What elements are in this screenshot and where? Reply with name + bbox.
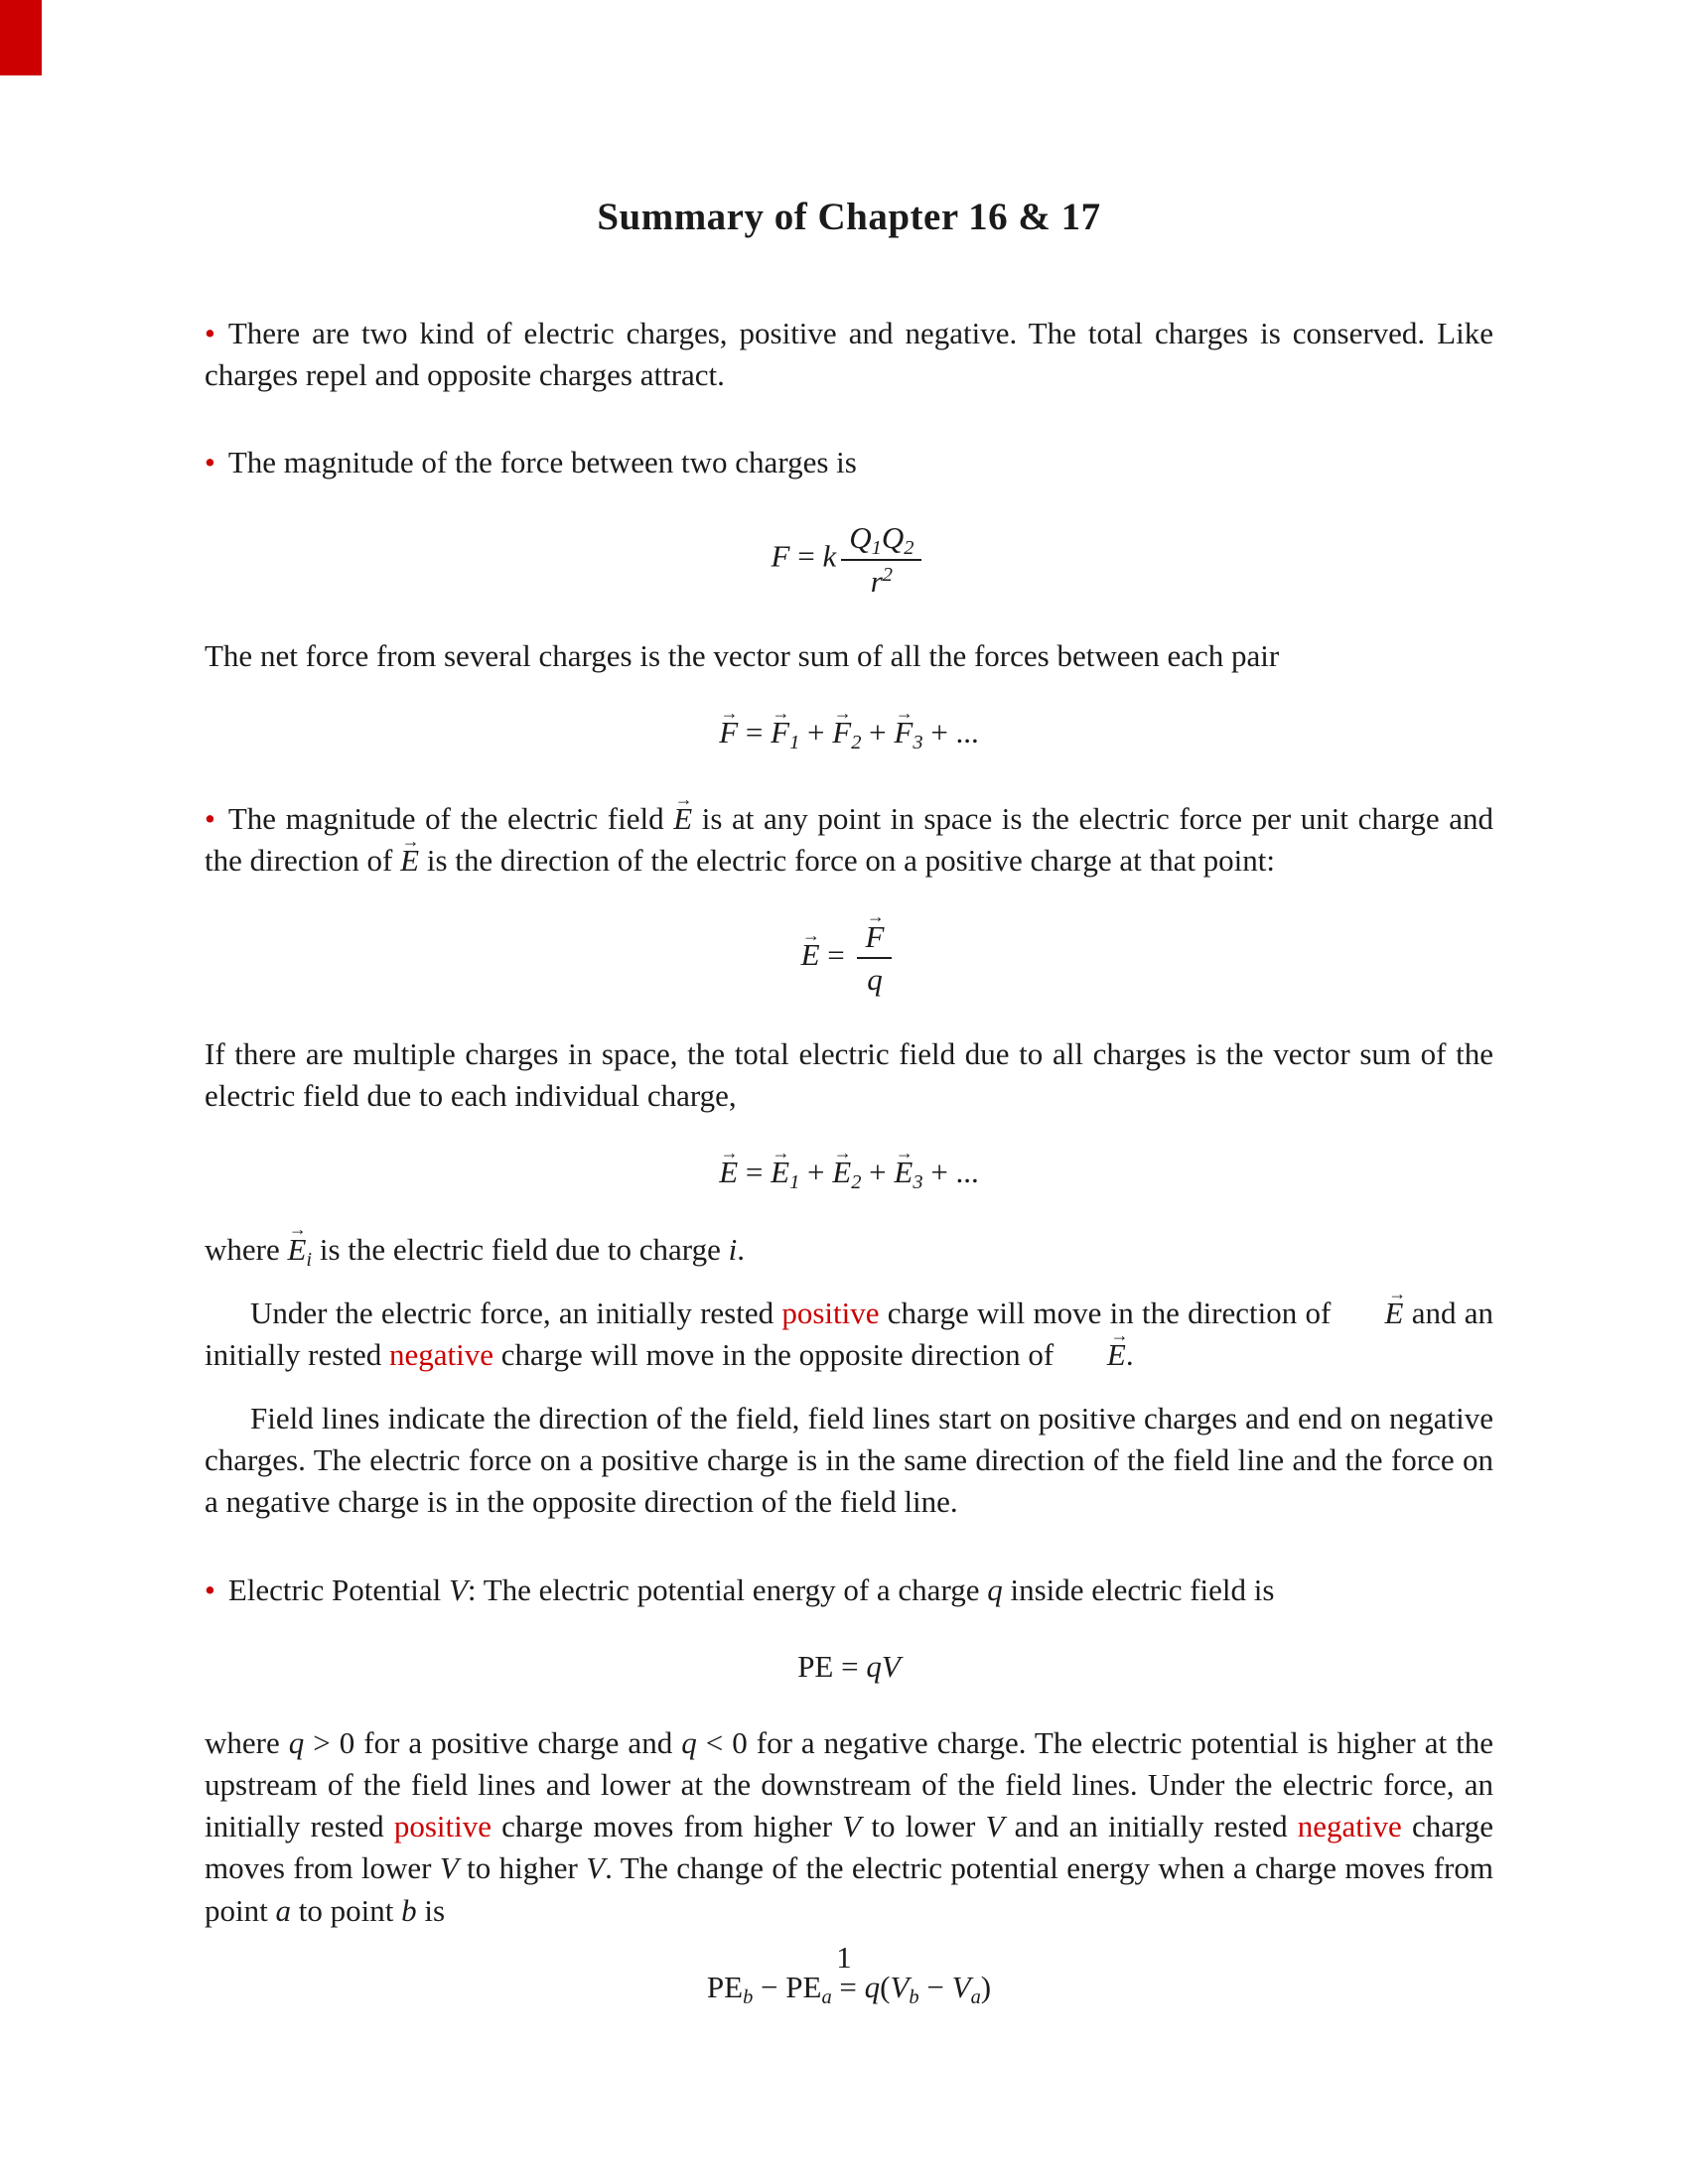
vector-symbol: F → bbox=[894, 713, 913, 752]
text-segment: Q bbox=[881, 520, 905, 556]
equation bbox=[205, 918, 1493, 998]
text-segment: charge will move in the opposite direction of bbox=[492, 1336, 1061, 1372]
text-segment: . bbox=[1125, 1336, 1134, 1372]
subscript: 3 bbox=[913, 732, 923, 754]
text-segment: i bbox=[728, 1231, 738, 1267]
text-segment: where bbox=[205, 1231, 288, 1267]
text-segment: V bbox=[586, 1850, 606, 1886]
equation bbox=[205, 1153, 1493, 1192]
text-segment: q bbox=[867, 961, 883, 997]
text-segment: ) bbox=[980, 1969, 992, 2004]
vector-symbol: F → bbox=[832, 713, 851, 752]
text-segment: F bbox=[771, 538, 790, 574]
vector-symbol: E → bbox=[1061, 1334, 1126, 1376]
vector-symbol: E → bbox=[287, 1229, 306, 1271]
text-segment: . bbox=[737, 1231, 745, 1267]
vector-symbol: E → bbox=[1339, 1293, 1404, 1334]
equation bbox=[205, 519, 1493, 599]
paragraph bbox=[205, 442, 1493, 483]
superscript: 2 bbox=[882, 563, 893, 586]
subscript: 1 bbox=[789, 1171, 800, 1194]
paragraph bbox=[205, 798, 1493, 882]
text-segment: = bbox=[738, 1155, 772, 1190]
vector-symbol: F → bbox=[865, 918, 884, 955]
text-segment: is at any point in space is the electric force per unit charge and the direction of bbox=[205, 801, 1493, 879]
highlighted-text: positive bbox=[393, 1809, 492, 1844]
text-segment: + bbox=[861, 715, 895, 750]
text-segment: to higher bbox=[458, 1850, 587, 1886]
text-segment: inside electric field is bbox=[1002, 1571, 1275, 1607]
text-segment: charge will move in the direction of bbox=[879, 1295, 1339, 1330]
subscript: a bbox=[970, 1985, 981, 2008]
text-segment: The magnitude of the electric field bbox=[227, 801, 674, 837]
text-segment: q bbox=[681, 1724, 697, 1760]
text-segment: r bbox=[870, 563, 883, 599]
subscript: 1 bbox=[789, 732, 800, 754]
text-segment: ( bbox=[880, 1969, 891, 2004]
vector-symbol: E → bbox=[832, 1153, 851, 1192]
text-segment: where bbox=[205, 1724, 289, 1760]
text-segment: is the direction of the electric force on a positive charge at that point: bbox=[419, 843, 1276, 879]
text-segment: The net force from several charges is the vector sum of all the forces between each pair bbox=[205, 637, 1280, 673]
vector-symbol: E → bbox=[894, 1153, 913, 1192]
fraction bbox=[841, 519, 921, 599]
text-segment: If there are multiple charges in space, the total electric field due to all charges is the vector sum of the electric field due to each individual charge, bbox=[205, 1035, 1493, 1114]
vector-symbol: E → bbox=[719, 1153, 738, 1192]
paragraph bbox=[205, 1570, 1493, 1611]
subscript: b bbox=[909, 1985, 919, 2008]
text-segment: Q bbox=[849, 520, 872, 556]
numerator bbox=[841, 519, 921, 558]
text-segment: = bbox=[831, 1969, 865, 2004]
bullet-icon: • bbox=[205, 1571, 215, 1607]
text-segment: to point bbox=[290, 1892, 402, 1928]
text-segment: > 0 for a positive charge and bbox=[304, 1724, 682, 1760]
text-segment: + ... bbox=[922, 1155, 979, 1190]
text-segment: + bbox=[799, 715, 833, 750]
paragraph bbox=[205, 1722, 1493, 1932]
text-segment: Under the electric force, an initially rested bbox=[250, 1295, 782, 1330]
denominator bbox=[857, 957, 892, 998]
text-segment: = bbox=[819, 936, 853, 972]
text-segment: Field lines indicate the direction of the field, field lines start on positive charges and end on negative charges. The electric force on a positive charge is in the same direction of the field line and the force on a negative charge is in the opposite direction of the field line. bbox=[205, 1401, 1493, 1520]
subscript: i bbox=[306, 1248, 313, 1271]
text-segment: V bbox=[881, 1648, 901, 1684]
document-title: Summary of Chapter 16 & 17 bbox=[597, 196, 1101, 238]
equation bbox=[205, 713, 1493, 752]
document-body bbox=[205, 313, 1493, 2007]
text-segment: − PE bbox=[753, 1969, 822, 2004]
paragraph bbox=[205, 1398, 1493, 1523]
text-segment: PE bbox=[706, 1969, 744, 2004]
subscript: 2 bbox=[851, 1171, 862, 1194]
text-segment: is the electric field due to charge bbox=[312, 1231, 729, 1267]
vector-symbol: E → bbox=[771, 1153, 789, 1192]
text-segment: + ... bbox=[922, 715, 979, 750]
text-segment: b bbox=[401, 1892, 417, 1928]
highlighted-text: positive bbox=[781, 1295, 880, 1330]
paragraph bbox=[205, 635, 1493, 677]
vector-symbol: E → bbox=[400, 840, 419, 882]
highlighted-text: negative bbox=[388, 1336, 493, 1372]
vector-symbol: E → bbox=[801, 935, 820, 975]
paragraph bbox=[205, 1229, 1493, 1271]
bullet-icon: • bbox=[205, 316, 215, 350]
text-segment: V bbox=[439, 1850, 459, 1886]
text-segment: PE = bbox=[797, 1648, 867, 1684]
text-segment: : The electric potential energy of a charge bbox=[467, 1571, 988, 1607]
subscript: 3 bbox=[913, 1171, 923, 1194]
denominator bbox=[841, 559, 921, 600]
text-segment: + bbox=[799, 1155, 833, 1190]
bullet-icon: • bbox=[205, 445, 215, 480]
text-segment: . The change of the electric potential energy when a charge moves from point bbox=[205, 1850, 1493, 1928]
text-segment: and an initially rested bbox=[205, 1295, 1493, 1372]
paragraph bbox=[205, 1293, 1493, 1376]
text-segment: − bbox=[918, 1969, 952, 2004]
vector-symbol: E → bbox=[673, 798, 692, 840]
fraction bbox=[857, 918, 892, 998]
text-segment: to lower bbox=[861, 1809, 986, 1844]
text-segment: < 0 for a negative charge. The electric potential is higher at the upstream of the field lines and lower at the downstream of the field lines. Under the electric force, an initially rested bbox=[205, 1724, 1493, 1844]
equation bbox=[205, 1647, 1493, 1687]
text-segment: V bbox=[448, 1571, 468, 1607]
text-segment: and an initially rested bbox=[1004, 1809, 1298, 1844]
text-segment: The magnitude of the force between two charges is bbox=[227, 445, 857, 480]
text-segment: q bbox=[987, 1571, 1003, 1607]
text-segment: + bbox=[861, 1155, 895, 1190]
text-segment: Electric Potential bbox=[227, 1571, 449, 1607]
text-segment: k bbox=[822, 538, 837, 574]
text-segment: V bbox=[890, 1969, 910, 2004]
text-segment: V bbox=[842, 1809, 862, 1844]
text-segment: = bbox=[738, 715, 772, 750]
text-segment: V bbox=[951, 1969, 971, 2004]
subscript: 2 bbox=[851, 732, 862, 754]
subscript: b bbox=[743, 1985, 754, 2008]
vector-symbol: F → bbox=[719, 713, 738, 752]
text-segment: V bbox=[985, 1809, 1005, 1844]
bullet-icon: • bbox=[205, 801, 215, 837]
text-segment: q bbox=[866, 1648, 882, 1684]
text-segment: charge moves from lower bbox=[205, 1809, 1493, 1886]
text-segment: There are two kind of electric charges, positive and negative. The total charges is conserved. Like charges repel and opposite charges attract. bbox=[205, 316, 1493, 393]
highlighted-text: negative bbox=[1297, 1809, 1402, 1844]
page-number: 1 bbox=[836, 1940, 852, 1975]
paragraph bbox=[205, 1033, 1493, 1117]
subscript: 2 bbox=[904, 537, 914, 560]
numerator bbox=[857, 918, 892, 957]
text-segment: q bbox=[288, 1724, 305, 1760]
text-segment: is bbox=[416, 1892, 446, 1928]
paragraph bbox=[205, 313, 1493, 396]
subscript: a bbox=[821, 1985, 832, 2008]
red-corner-marker bbox=[0, 0, 42, 75]
text-segment: a bbox=[275, 1892, 291, 1928]
text-segment: q bbox=[864, 1969, 881, 2004]
text-segment: = bbox=[789, 538, 823, 574]
subscript: 1 bbox=[871, 537, 882, 560]
vector-symbol: F → bbox=[771, 713, 789, 752]
text-segment: charge moves from higher bbox=[491, 1809, 843, 1844]
